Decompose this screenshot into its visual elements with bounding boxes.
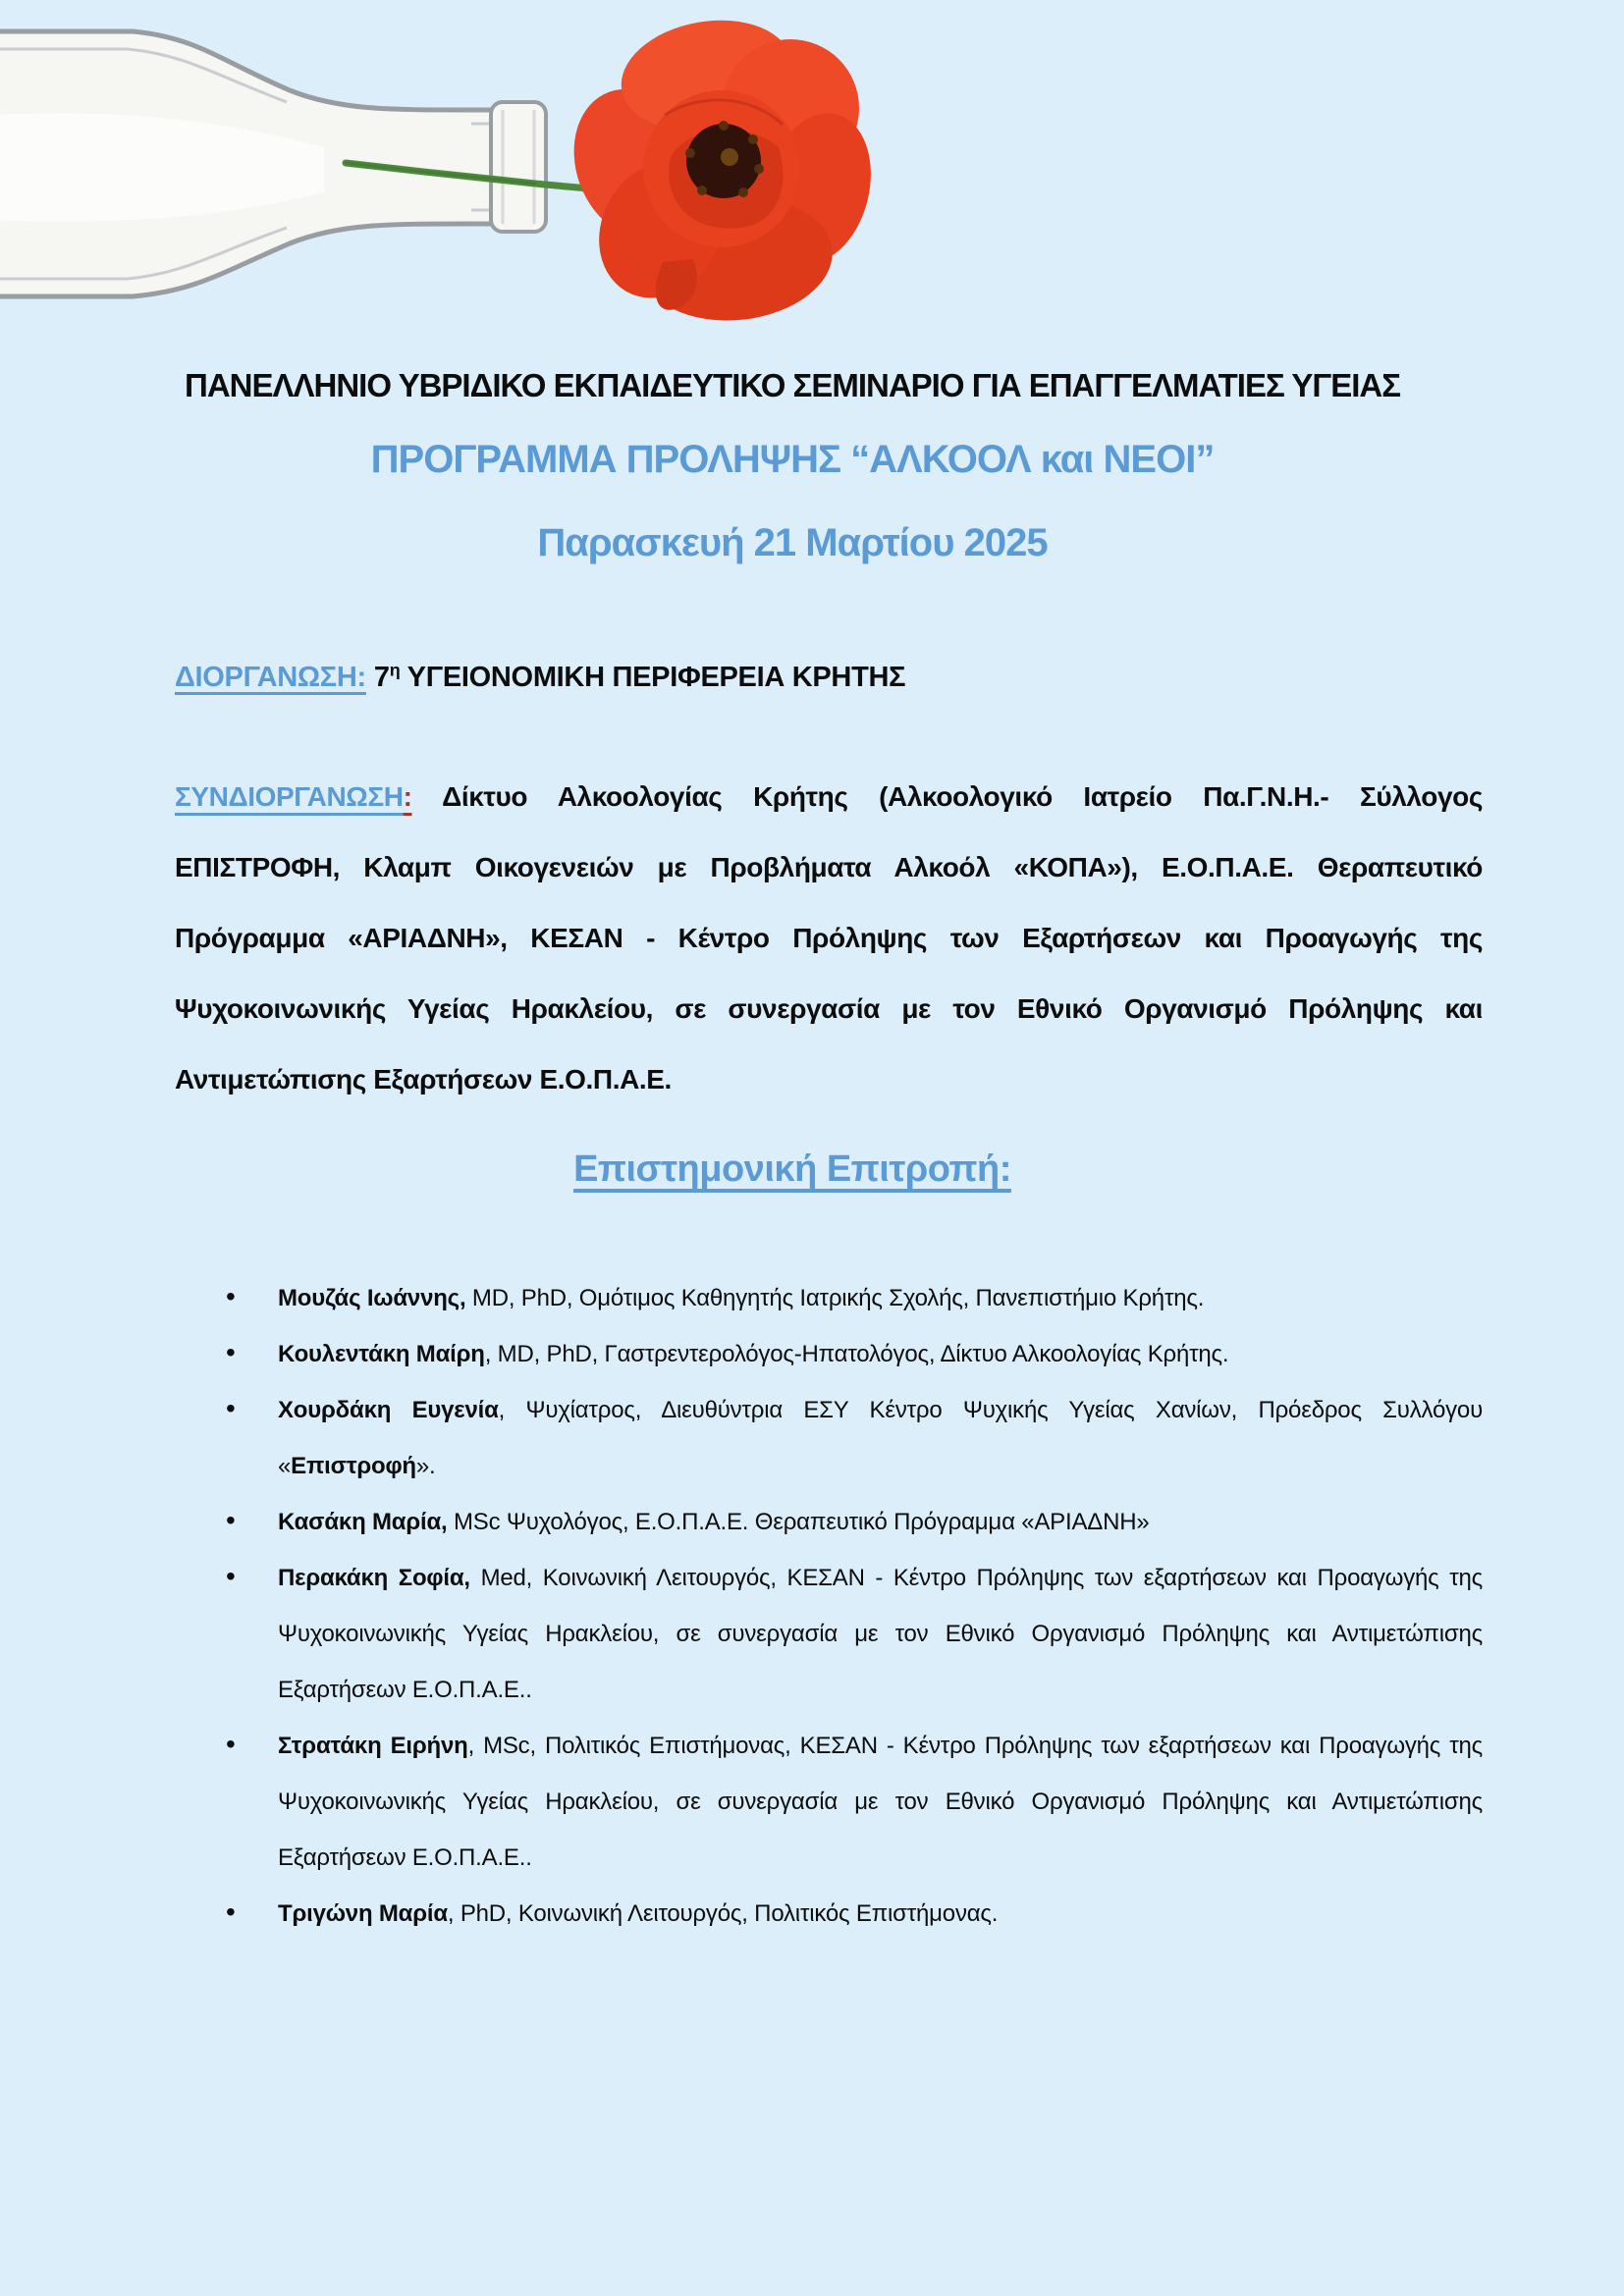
co-organization-colon: : bbox=[403, 781, 412, 812]
member-name: Περακάκη Σοφία, bbox=[278, 1565, 470, 1591]
member-name: Μουζάς Ιωάννης, bbox=[278, 1285, 466, 1311]
bullet-icon: • bbox=[226, 1337, 236, 1367]
program-subtitle: ΠΡΟΓΡΑΜΜΑ ΠΡΟΛΗΨΗΣ “ΑΛΚΟΟΛ και ΝΕΟΙ” bbox=[370, 438, 1215, 481]
member-name: Στρατάκη Ειρήνη bbox=[278, 1733, 468, 1759]
committee-member bbox=[175, 1382, 1483, 1494]
committee-member bbox=[175, 1550, 1483, 1718]
bottle-poppy-illustration bbox=[0, 0, 884, 324]
bullet-icon: • bbox=[226, 1896, 236, 1927]
co-organization-text: Δίκτυο Αλκοολογίας Κρήτης (Αλκοολογικό Ιατρείο Πα.Γ.Ν.Η.- Σύλλογος ΕΠΙΣΤΡΟΦΗ, Κλαμπ Οικογενειών με Προβλήματα Αλκοόλ «ΚΟΠΑ»), Ε.Ο.Π.Α.Ε. Θεραπευτικό Πρόγραμμα «ΑΡΙΑΔΝΗ», ΚΕΣΑΝ - Κέντρο Πρόληψης των Εξαρτήσεων και Προαγωγής της Ψυχοκοινωνικής Υγείας Ηρακλείου, σε συνεργασία με τον Εθνικό Οργανισμό Πρόληψης και Αντιμετώπισης Εξαρτήσεων Ε.Ο.Π.Α.Ε. bbox=[175, 781, 1483, 1095]
member-details: MSc Ψυχολόγος, Ε.Ο.Π.Α.Ε. Θεραπευτικό Πρόγραμμα «ΑΡΙΑΔΝΗ» bbox=[447, 1509, 1150, 1535]
member-details: , MSc, Πολιτικός Επιστήμονας, ΚΕΣΑΝ - Κέντρο Πρόληψης των εξαρτήσεων και Προαγωγής της Ψυχοκοινωνικής Υγείας Ηρακλείου, σε συνεργασία με τον Εθνικό Οργανισμό Πρόληψης και Αντιμετώπισης Εξαρτήσεων Ε.Ο.Π.Α.Ε.. bbox=[278, 1733, 1483, 1871]
committee-member bbox=[175, 1326, 1483, 1382]
member-name: Χουρδάκη Ευγενία bbox=[278, 1397, 499, 1423]
organization-label: ΔΙΟΡΓΑΝΩΣΗ: bbox=[175, 661, 366, 693]
organization-line bbox=[175, 660, 1483, 694]
committee-list bbox=[175, 1270, 1483, 1942]
member-name: Κουλεντάκη Μαίρη bbox=[278, 1341, 485, 1367]
committee-member bbox=[175, 1718, 1483, 1886]
bullet-icon: • bbox=[226, 1729, 236, 1759]
hero-image bbox=[0, 0, 884, 324]
bullet-icon: • bbox=[226, 1393, 236, 1423]
bullet-icon: • bbox=[226, 1281, 236, 1311]
member-details: , PhD, Κοινωνική Λειτουργός, Πολιτικός Επιστήμονας. bbox=[447, 1900, 999, 1927]
co-organization-label: ΣΥΝΔΙΟΡΓΑΝΩΣΗ bbox=[175, 781, 404, 812]
member-details: , MD, PhD, Γαστρεντερολόγος-Ηπατολόγος, Δίκτυο Αλκοολογίας Κρήτης. bbox=[484, 1341, 1229, 1367]
event-date: Παρασκευή 21 Μαρτίου 2025 bbox=[537, 521, 1048, 564]
bullet-icon: • bbox=[226, 1505, 236, 1535]
member-name: Επιστροφή bbox=[291, 1453, 416, 1479]
bullet-icon: • bbox=[226, 1561, 236, 1591]
co-organization-paragraph bbox=[175, 762, 1483, 1115]
bottle-collar bbox=[491, 102, 546, 232]
member-details: , Ψυχίατρος, Διευθύντρια ΕΣΥ Κέντρο Ψυχικής Υγείας Χανίων, Πρόεδρος Συλλόγου « bbox=[278, 1397, 1483, 1479]
committee-member bbox=[175, 1270, 1483, 1326]
committee-heading: Επιστημονική Επιτροπή: bbox=[573, 1148, 1011, 1190]
committee-member bbox=[175, 1886, 1483, 1942]
organization-value: $7^\eta$ ΥΓΕΙΟΝΟΜΙΚΗ ΠΕΡΙΦΕΡΕΙΑ ΚΡΗΤΗΣ bbox=[373, 660, 906, 693]
member-name: Τριγώνη Μαρία bbox=[278, 1900, 448, 1927]
member-name: Κασάκη Μαρία, bbox=[278, 1509, 448, 1535]
superscript-eta: η bbox=[389, 660, 401, 679]
poppy-flower-icon bbox=[554, 8, 884, 324]
bottle-icon bbox=[0, 31, 546, 296]
member-details: Med, Κοινωνική Λειτουργός, ΚΕΣΑΝ - Κέντρο Πρόληψης των εξαρτήσεων και Προαγωγής της Ψυχοκοινωνικής Υγείας Ηρακλείου, σε συνεργασία με τον Εθνικό Οργανισμό Πρόληψης και Αντιμετώπισης Εξαρτήσεων Ε.Ο.Π.Α.Ε.. bbox=[278, 1565, 1484, 1703]
committee-member bbox=[175, 1494, 1483, 1550]
seminar-title: ΠΑΝΕΛΛΗΝΙΟ ΥΒΡΙΔΙΚΟ ΕΚΠΑΙΔΕΥΤΙΚΟ ΣΕΜΙΝΑΡΙΟ ΓΙΑ ΕΠΑΓΓΕΛΜΑΤΙΕΣ ΥΓΕΙΑΣ bbox=[184, 367, 1401, 403]
member-details: MD, PhD, Ομότιμος Καθηγητής Ιατρικής Σχολής, Πανεπιστήμιο Κρήτης. bbox=[465, 1285, 1205, 1311]
member-details: ». bbox=[415, 1453, 436, 1479]
